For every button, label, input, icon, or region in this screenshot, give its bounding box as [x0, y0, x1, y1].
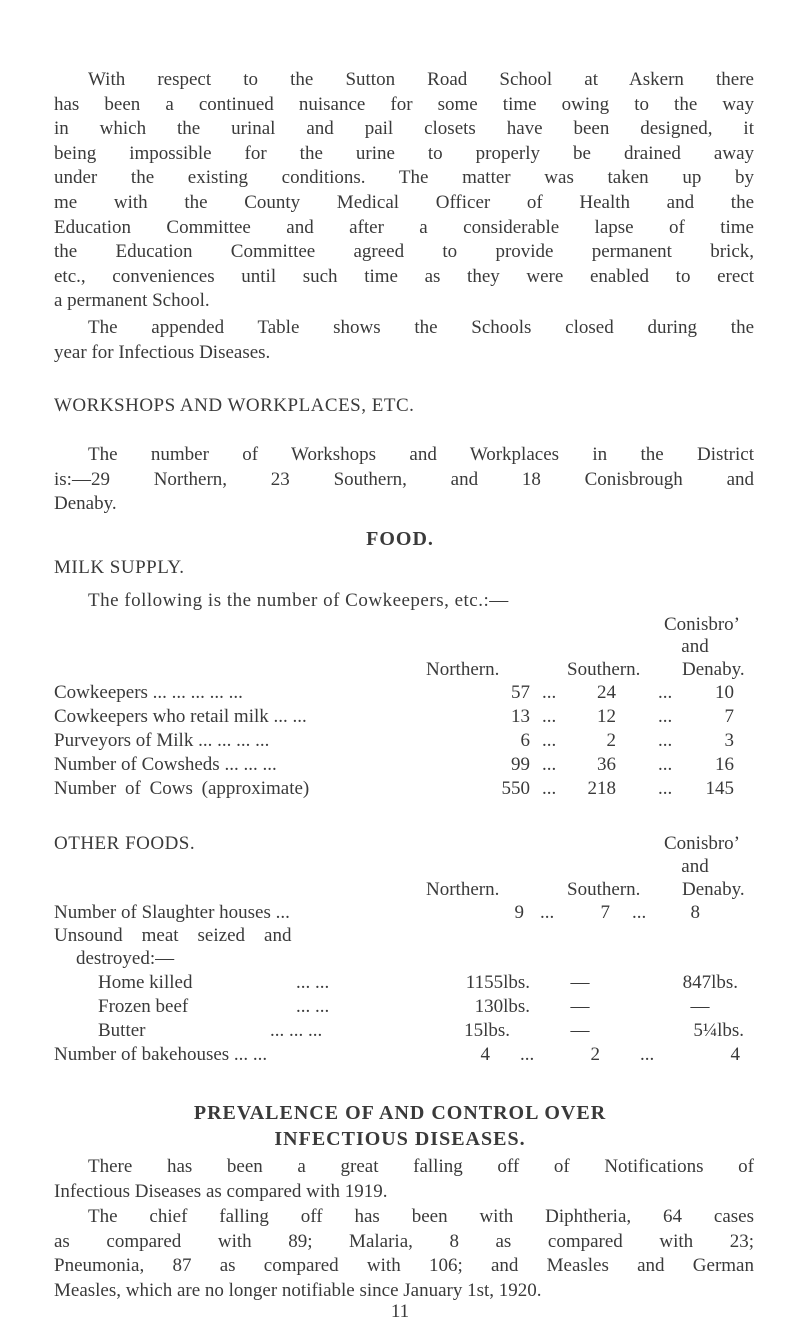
separator-dots: ... ...: [296, 996, 330, 1017]
column-head-and: and: [681, 636, 709, 657]
text-line: year for Infectious Diseases.: [54, 341, 271, 363]
northern-value: 57: [511, 682, 530, 703]
denaby-value: 847lbs.: [682, 972, 738, 993]
text-line: has been a continued nuisance for some time owing to the way: [54, 93, 754, 115]
other-foods-heading: OTHER FOODS.: [54, 833, 196, 854]
column-head-southern: Southern.: [567, 659, 641, 680]
northern-value: 130lbs.: [474, 996, 530, 1017]
separator-dots: ...: [540, 902, 555, 923]
text-line: under the existing conditions. The matter was taken up by: [54, 167, 754, 189]
text-line: etc., conveniences until such time as they were enabled to erect: [54, 265, 754, 287]
row-label: Purveyors of Milk ... ... ... ...: [54, 730, 270, 751]
separator-dots: ...: [542, 754, 557, 775]
appended-table-paragraph: [54, 316, 754, 365]
separator-dots: ... ... ...: [270, 1020, 323, 1041]
separator-dots: ...: [542, 682, 557, 703]
denaby-value: 3: [724, 730, 734, 751]
food-heading: FOOD.: [366, 528, 434, 550]
southern-value: 2: [590, 1044, 600, 1065]
workshops-paragraph: [54, 443, 754, 517]
item-label: Home killed: [98, 972, 193, 993]
separator-dots: ...: [658, 754, 673, 775]
slaughter-houses-label: Number of Slaughter houses ...: [54, 902, 290, 923]
northern-value: 13: [511, 706, 530, 727]
northern-value: 9: [514, 902, 524, 923]
text-line: There has been a great falling off of Notifications of: [88, 1156, 754, 1177]
southern-value: —: [570, 1020, 590, 1041]
southern-value: 36: [597, 754, 616, 775]
column-head-conisbro: Conisbro’: [664, 833, 740, 854]
column-head-denaby: Denaby.: [682, 659, 745, 680]
separator-dots: ...: [542, 778, 557, 799]
text-line: Pneumonia, 87 as compared with 106; and Measles and German: [54, 1255, 754, 1277]
separator-dots: ...: [658, 778, 673, 799]
page-number: 11: [390, 1301, 410, 1322]
denaby-value: 8: [690, 902, 700, 923]
separator-dots: ...: [542, 730, 557, 751]
text-line: as compared with 89; Malaria, 8 as compared with 23;: [54, 1230, 754, 1252]
denaby-value: 145: [705, 778, 734, 799]
notifications-paragraph: [54, 1155, 754, 1204]
northern-value: 4: [480, 1044, 490, 1065]
separator-dots: ...: [658, 730, 673, 751]
text-line: Infectious Diseases as compared with 1919.: [54, 1180, 388, 1202]
text-line: the Education Committee agreed to provide permanent brick,: [54, 241, 754, 263]
row-label: Number of Cowsheds ... ... ...: [54, 754, 277, 775]
item-label: Butter: [98, 1020, 146, 1041]
denaby-value: 10: [715, 682, 734, 703]
text-line: Measles, which are no longer notifiable since January 1st, 1920.: [54, 1279, 542, 1301]
destroyed-label: destroyed:—: [76, 948, 175, 969]
denaby-value: 4: [730, 1044, 740, 1065]
denaby-value: —: [690, 996, 710, 1017]
unsound-meat-label: Unsound meat seized and: [54, 925, 292, 946]
row-label: Number of Cows (approximate): [54, 778, 310, 799]
denaby-value: 5¼lbs.: [693, 1020, 744, 1041]
row-label: Cowkeepers ... ... ... ... ...: [54, 682, 243, 703]
separator-dots: ...: [658, 706, 673, 727]
northern-value: 99: [511, 754, 530, 775]
northern-value: 550: [501, 778, 530, 799]
southern-value: 24: [597, 682, 616, 703]
column-head-conisbro: Conisbro’: [664, 614, 740, 635]
separator-dots: ...: [632, 902, 647, 923]
separator-dots: ...: [658, 682, 673, 703]
text-line: Denaby.: [54, 493, 117, 515]
column-head-denaby: Denaby.: [682, 879, 745, 900]
separator-dots: ...: [640, 1044, 655, 1065]
denaby-value: 7: [724, 706, 734, 727]
denaby-value: 16: [715, 754, 734, 775]
sutton-road-paragraph: [54, 68, 754, 314]
northern-value: 15lbs.: [464, 1020, 510, 1041]
row-label: Cowkeepers who retail milk ... ...: [54, 706, 307, 727]
southern-value: 218: [587, 778, 616, 799]
northern-value: 6: [520, 730, 530, 751]
item-label: Frozen beef: [98, 996, 189, 1017]
text-line: The chief falling off has been with Diphtheria, 64 cases: [88, 1206, 754, 1227]
bakehouses-label: Number of bakehouses ... ...: [54, 1044, 268, 1065]
column-head-southern: Southern.: [567, 879, 641, 900]
southern-value: 2: [606, 730, 616, 751]
prevalence-heading-line-1: PREVALENCE OF AND CONTROL OVER: [193, 1102, 607, 1124]
southern-value: —: [570, 972, 590, 993]
text-line: being impossible for the urine to properly be drained away: [54, 142, 754, 164]
text-line: a permanent School.: [54, 290, 210, 312]
text-line: Education Committee and after a considerable lapse of time: [54, 216, 754, 238]
text-line: The appended Table shows the Schools closed during the: [88, 317, 754, 338]
falling-off-paragraph: [54, 1205, 754, 1303]
text-line: me with the County Medical Officer of Health and the: [54, 191, 754, 213]
northern-value: 1155lbs.: [465, 972, 530, 993]
southern-value: 7: [600, 902, 610, 923]
column-head-northern: Northern.: [426, 879, 500, 900]
text-line: in which the urinal and pail closets have been designed, it: [54, 118, 754, 140]
separator-dots: ...: [520, 1044, 535, 1065]
text-line: The number of Workshops and Workplaces in the District: [88, 444, 754, 465]
workshops-heading: WORKSHOPS AND WORKPLACES, ETC.: [54, 395, 415, 416]
separator-dots: ... ...: [296, 972, 330, 993]
column-head-northern: Northern.: [426, 659, 500, 680]
column-head-and: and: [681, 856, 709, 877]
southern-value: 12: [597, 706, 616, 727]
text-line: With respect to the Sutton Road School at Askern there: [88, 69, 754, 90]
text-line: is:—29 Northern, 23 Southern, and 18 Conisbrough and: [54, 468, 754, 490]
southern-value: —: [570, 996, 590, 1017]
prevalence-heading-line-2: INFECTIOUS DISEASES.: [274, 1128, 526, 1150]
milk-intro: The following is the number of Cowkeepers, etc.:—: [88, 590, 509, 611]
milk-supply-heading: MILK SUPPLY.: [54, 557, 185, 578]
separator-dots: ...: [542, 706, 557, 727]
